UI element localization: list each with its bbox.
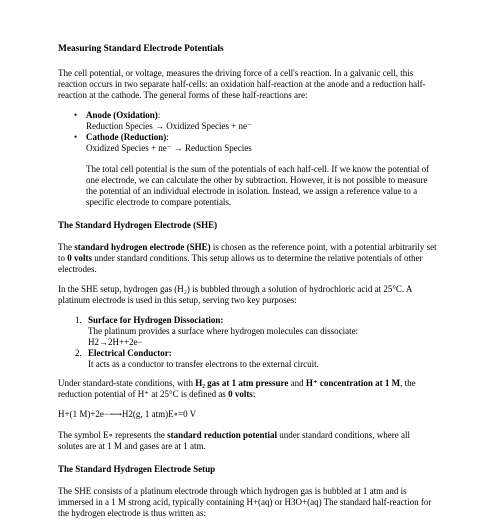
list-item: [86, 132, 437, 154]
anode-equation: Reduction Species → Oxidized Species + ne⁻: [86, 121, 252, 132]
purpose-list: [58, 315, 437, 370]
purpose-label: Electrical Conductor: [88, 347, 169, 358]
cathode-equation: Oxidized Species + ne⁻ → Reduction Species: [86, 143, 252, 154]
half-reaction-list: [58, 110, 437, 154]
text-run: under standard conditions. This setup allows us to determine the relative potentials of other electrodes.: [58, 253, 423, 275]
she-equation: H+(1 M)+2e−⟶H2(g, 1 atm)E∘=0 V: [58, 408, 197, 419]
intro-paragraph: The cell potential, or voltage, measures the driving force of a cell's reaction. In a galvanic cell, this reaction occurs in two separate half-cells: an oxidation half-reaction at the anode and a reduction half-reaction at the cathode. The general forms of these half-reactions are:: [58, 68, 426, 101]
zero-volts: 0 volts: [67, 253, 93, 264]
zero-volts: 0 volts: [228, 388, 253, 399]
purpose-equation: H2→2H++2e−: [88, 336, 143, 347]
setup-paragraph: The SHE consists of a platinum electrode through which hydrogen gas is bubbled at 1 atm and is immersed in a 1 M strong acid, typically containing H+(aq) or H3O+(aq) The standard half-reaction for the hydrogen electrode is thus written as:: [58, 485, 432, 518]
cathode-label: Cathode (Reduction): [86, 132, 167, 143]
standard-reduction-potential-term: standard reduction potential: [167, 429, 277, 440]
she-paragraph-2: In the SHE setup, hydrogen gas (H₂) is bubbled through a solution of hydrochloric acid at 25°C. A platinum electrode is used in this setup, serving two key purposes:: [58, 284, 412, 305]
pressure-condition: H₂ gas at 1 atm pressure: [195, 377, 289, 388]
she-paragraph-1: [58, 242, 437, 275]
conditions-paragraph: [58, 378, 437, 400]
list-item: [86, 110, 437, 132]
text-run: Under standard-state conditions, with: [58, 377, 196, 388]
list-item: [75, 314, 437, 348]
she-heading: The Standard Hydrogen Electrode (SHE): [58, 220, 218, 231]
list-number: 1.: [75, 314, 82, 325]
purpose-text: It acts as a conductor to transfer electrons to the external circuit.: [88, 358, 319, 369]
purpose-label: Surface for Hydrogen Dissociation: [88, 314, 221, 325]
text-run: The: [58, 242, 75, 253]
text-run: The symbol E∘ represents the: [58, 429, 168, 440]
list-item: [75, 347, 437, 370]
purpose-colon: :: [220, 314, 224, 325]
text-run: and: [288, 377, 306, 388]
purpose-text: The platinum provides a surface where hydrogen molecules can dissociate:: [88, 325, 359, 336]
text-run: , the reduction potential of H⁺ at 25°C is defined as: [58, 377, 416, 399]
total-potential-paragraph: The total cell potential is the sum of the potentials of each half-cell. If we know the potential of one electrode, we can calculate the other by subtraction. However, it is not possible to measure the potential of an individual electrode in isolation. Instead, we assign a reference value to a specific electrode to compare potentials.: [86, 164, 430, 208]
anode-colon: :: [157, 110, 161, 121]
cathode-colon: :: [166, 132, 169, 143]
symbol-paragraph: [58, 430, 437, 452]
list-number: 2.: [75, 347, 82, 358]
text-run: :: [252, 388, 256, 399]
anode-label: Anode (Oxidation): [86, 110, 158, 121]
text-run: is chosen as the reference point, with a potential arbitrarily set to: [58, 242, 437, 264]
she-term: standard hydrogen electrode (SHE): [74, 242, 211, 253]
document-title: Measuring Standard Electrode Potentials: [58, 44, 224, 54]
purpose-colon: :: [168, 347, 172, 358]
setup-heading: The Standard Hydrogen Electrode Setup: [58, 463, 216, 474]
text-run: under standard conditions, where all solutes are at 1 M and gases are at 1 atm.: [58, 429, 410, 451]
concentration-condition: H⁺ concentration at 1 M: [305, 377, 401, 388]
